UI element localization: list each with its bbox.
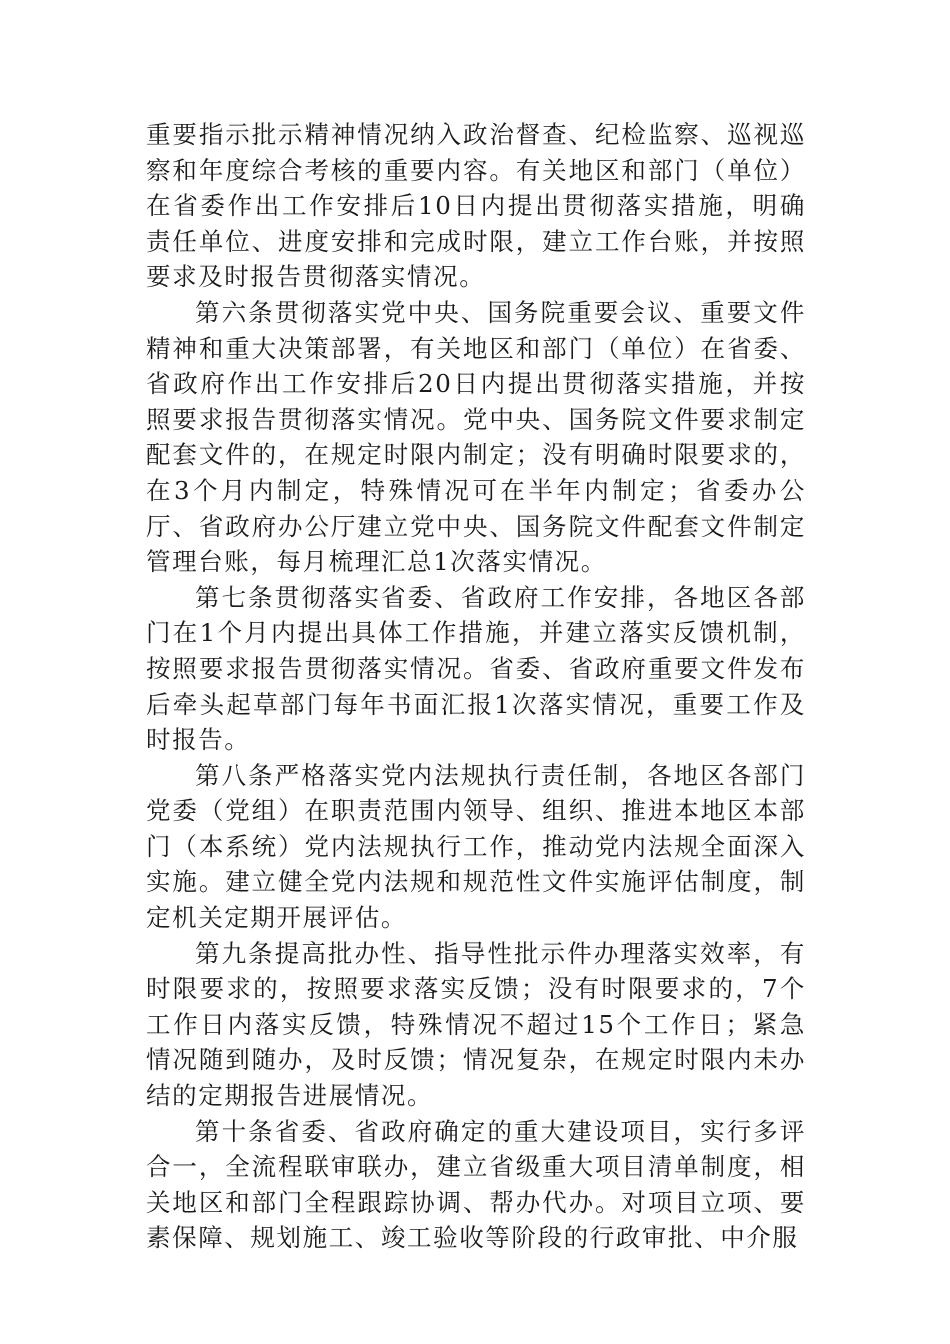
paragraph-article-9: 第九条提高批办性、指导性批示件办理落实效率，有时限要求的，按照要求落实反馈；没有时限要求的，7个工作日内落实反馈，特殊情况不超过15个工作日；紧急情况随到随办，及时反馈；情况复杂，在规定时限内未办结的定期报告进展情况。: [146, 938, 806, 1111]
paragraph-continued: 重要指示批示精神情况纳入政治督查、纪检监察、巡视巡察和年度综合考核的重要内容。有关地区和部门（单位）在省委作出工作安排后10日内提出贯彻落实措施，明确责任单位、进度安排和完成时限，建立工作台账，并按照要求及时报告贯彻落实情况。: [146, 120, 806, 292]
paragraph-article-10: 第十条省委、省政府确定的重大建设项目，实行多评合一，全流程联审联办，建立省级重大项目清单制度，相关地区和部门全程跟踪协调、帮办代办。对项目立项、要素保障、规划施工、竣工验收等阶段的行政审批、中介服: [146, 1116, 806, 1253]
document-body: [146, 117, 806, 1256]
paragraph-article-8: 第八条严格落实党内法规执行责任制，各地区各部门党委（党组）在职责范围内领导、组织、推进本地区本部门（本系统）党内法规执行工作，推动党内法规全面深入实施。建立健全党内法规和规范性文件实施评估制度，制定机关定期开展评估。: [146, 760, 806, 933]
paragraph-article-7: 第七条贯彻落实省委、省政府工作安排，各地区各部门在1个月内提出具体工作措施，并建立落实反馈机制，按照要求报告贯彻落实情况。省委、省政府重要文件发布后牵头起草部门每年书面汇报1次落实情况，重要工作及时报告。: [146, 582, 806, 755]
paragraph-article-6: 第六条贯彻落实党中央、国务院重要会议、重要文件精神和重大决策部署，有关地区和部门（单位）在省委、省政府作出工作安排后20日内提出贯彻落实措施，并按照要求报告贯彻落实情况。党中央、国务院文件要求制定配套文件的，在规定时限内制定；没有明确时限要求的，在3个月内制定，特殊情况可在半年内制定；省委办公厅、省政府办公厅建立党中央、国务院文件配套文件制定管理台账，每月梳理汇总1次落实情况。: [146, 297, 806, 577]
